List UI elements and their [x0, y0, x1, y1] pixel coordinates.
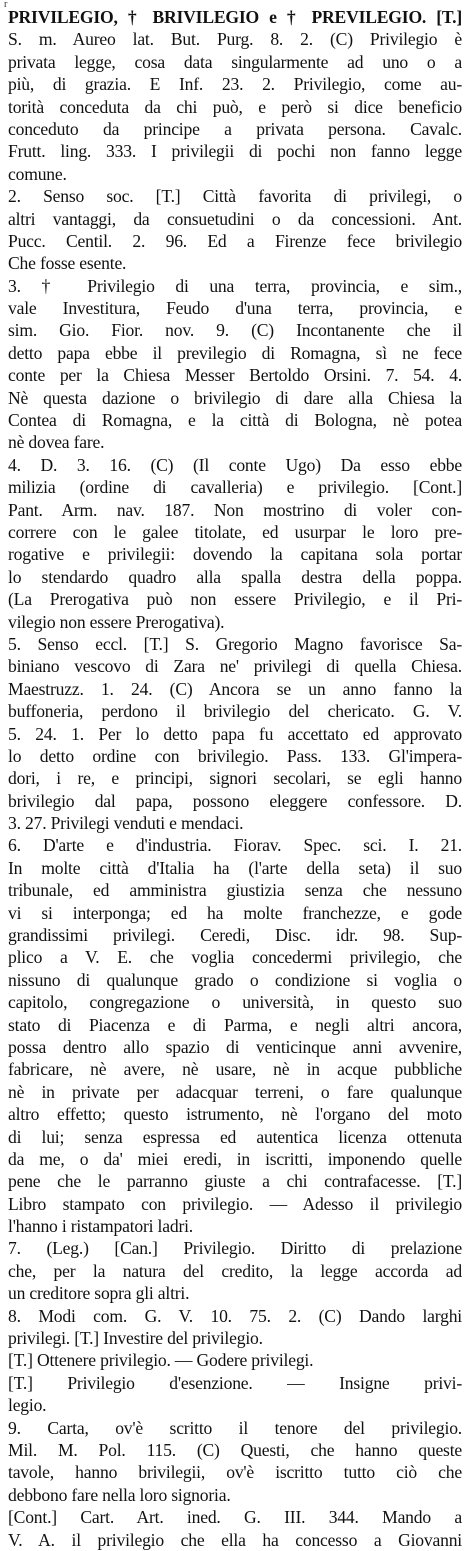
text-line: di lui; senza espressa ed autentica licenza ottenuta: [8, 1126, 462, 1147]
text-line: comune.: [8, 163, 67, 184]
text-line: brivilegio dal papa, possono eleggere confessore. D.: [8, 790, 462, 811]
text-line: vale Investitura, Feudo d'una terra, provincia, e: [8, 298, 462, 319]
text-line: fabricare, nè avere, nè usare, nè in acque pubbliche: [8, 1059, 462, 1080]
text-line: Che fosse esente.: [8, 253, 127, 274]
text-line: l'hanno i ristampatori ladri.: [8, 1216, 193, 1237]
text-line: debbono fare nella loro signoria.: [8, 1484, 231, 1505]
text-line: 5. 24. 1. Per lo detto papa fu accettato ed approvato: [8, 723, 462, 744]
text-line: 4. D. 3. 16. (C) (Il conte Ugo) Da esso ebbe: [8, 454, 462, 475]
text-line: 8. Modi com. G. V. 10. 75. 2. (C) Dando larghi: [8, 1305, 462, 1326]
text-line: vi si interponga; ed ha molte franchezze, e gode: [8, 902, 462, 923]
text-line: vilegio non essere Prerogativa).: [8, 611, 225, 632]
text-line: dori, i re, e principi, signori secolari, se egli hanno: [8, 768, 462, 789]
corner-mark: r: [4, 0, 8, 10]
text-line: conte per la Chiesa Messer Bertoldo Orsini. 7. 54. 4.: [8, 365, 462, 386]
text-line: altri vantaggi, da consuetudini o da concessioni. Ant.: [8, 208, 462, 229]
text-line: Contea di Romagna, e la città di Bologna, nè potea: [8, 410, 462, 431]
text-line: nè dovea fare.: [8, 432, 105, 453]
text-line: biniano vescovo di Zara ne' privilegi di quella Chiesa.: [8, 656, 462, 677]
text-line: capitolo, congregazione o università, in questo suo: [8, 992, 462, 1013]
text-line: possa dentro allo spazio di venticinque anni avvenire,: [8, 1036, 462, 1057]
text-line: Nè questa dazione o brivilegio di dare alla Chiesa la: [8, 387, 462, 408]
text-line: nè in private per adacquar terreni, o fare qualunque: [8, 1081, 462, 1102]
text-line: In molte città d'Italia ha (l'arte della seta) il suo: [8, 857, 462, 878]
text-line: correre con le galee titolate, ed usurpar le loro pre-: [8, 521, 462, 542]
text-line: (La Prerogativa può non essere Privilegio, e il Pri-: [8, 589, 462, 610]
text-line: milizia (ordine di cavalleria) e privilegio. [Cont.]: [8, 477, 462, 498]
text-line: Libro stampato con privilegio. — Adesso il privilegio: [8, 1193, 462, 1214]
text-line: un creditore sopra gli altri.: [8, 1283, 190, 1304]
text-line: altro effetto; questo istrumento, nè l'organo del moto: [8, 1104, 462, 1125]
text-line: 7. (Leg.) [Can.] Privilegio. Diritto di prelazione: [8, 1238, 462, 1259]
text-line: sim. Gio. Fior. nov. 9. (C) Incontanente che il: [8, 320, 462, 341]
text-line: Frutt. ling. 333. I privilegii di pochi non fanno legge: [8, 141, 462, 162]
text-line: più, di grazia. E Inf. 23. 2. Privilegio, come au-: [8, 74, 462, 95]
text-line: buffoneria, perdono il brivilegio del chericato. G. V.: [8, 701, 462, 722]
headword-line: PRIVILEGIO, † BRIVILEGIO e † PREVILEGIO. [T.]: [8, 7, 462, 27]
text-line: 5. Senso eccl. [T.] S. Gregorio Magno favorisce Sa-: [8, 633, 462, 654]
text-line: Maestruzz. 1. 24. (C) Ancora se un anno fanno la: [8, 678, 462, 699]
text-line: 9. Carta, ov'è scritto il tenore del privilegio.: [8, 1417, 462, 1438]
text-line: legio.: [8, 1395, 47, 1416]
text-line: Pant. Arm. nav. 187. Non mostrino di voler con-: [8, 499, 462, 520]
text-line: tribunale, ed amministra giustizia senza che nessuno: [8, 880, 462, 901]
text-line: 2. Senso soc. [T.] Città favorita di privilegi, o: [8, 186, 462, 207]
text-line: stato di Piacenza e di Parma, e negli altri ancora,: [8, 1014, 462, 1035]
text-line: nissuno di qualunque grado o condizione si voglia o: [8, 969, 462, 990]
text-line: 3. † Privilegio di una terra, provincia, e sim.,: [8, 275, 462, 296]
text-line: [Cont.] Cart. Art. ined. G. III. 344. Mando a: [8, 1507, 462, 1528]
text-line: plico a V. E. che voglia concedermi privilegio, che: [8, 947, 462, 968]
text-line: V. A. il privilegio che ella ha concesso a Giovanni: [8, 1529, 462, 1550]
text-line: S. m. Aureo lat. But. Purg. 8. 2. (C) Privilegio è: [8, 29, 462, 50]
text-line: tavole, hanno brivilegii, ov'è iscritto tutto ciò che: [8, 1462, 462, 1483]
text-line: 3. 27. Privilegi venduti e mendaci.: [8, 813, 244, 834]
text-line: privata legge, cosa data singularmente ad uno o a: [8, 51, 462, 72]
text-line: lo stendardo quadro alla spalla destra della poppa.: [8, 566, 462, 587]
text-line: da me, o da' miei eredi, in iscritti, imponendo quelle: [8, 1148, 462, 1169]
text-line: 6. D'arte e d'industria. Fiorav. Spec. sci. I. 21.: [8, 835, 462, 856]
text-line: detto papa ebbe il previlegio di Romagna, sì ne fece: [8, 342, 462, 363]
text-line: [T.] Ottenere privilegio. — Godere privilegi.: [8, 1350, 314, 1371]
text-line: privilegi. [T.] Investire del privilegio.: [8, 1328, 263, 1349]
text-line: che, per la natura del credito, la legge accorda ad: [8, 1260, 462, 1281]
text-line: [T.] Privilegio d'esenzione. — Insigne privi-: [8, 1372, 462, 1393]
text-line: lo detto ordine con brivilegio. Pass. 133. Gl'impera-: [8, 745, 462, 766]
text-line: Pucc. Centil. 2. 96. Ed a Firenze fece brivilegio: [8, 230, 462, 251]
text-line: grandissimi privilegi. Ceredi, Disc. idr. 98. Sup-: [8, 925, 462, 946]
text-line: pene che le parranno giuste a chi contrafacesse. [T.]: [8, 1171, 462, 1192]
text-line: Mil. M. Pol. 115. (C) Questi, che hanno queste: [8, 1440, 462, 1460]
text-line: rogative e privilegii: dovendo la capitana sola portar: [8, 544, 462, 565]
text-line: conceduto da principe a privata persona. Cavalc.: [8, 118, 462, 139]
text-line: torità conceduta da chi può, e però si dice beneficio: [8, 96, 462, 117]
